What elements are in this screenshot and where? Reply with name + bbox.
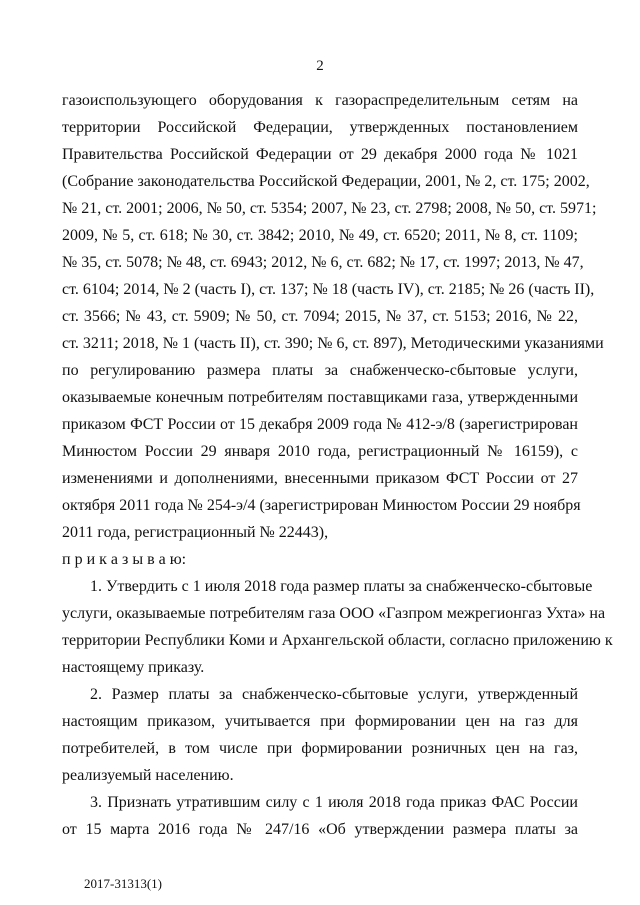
text-line: реализуемый населению. xyxy=(62,767,234,784)
text-line: приказом ФСТ России от 15 декабря 2009 года № 412-э/8 (зарегистрирован xyxy=(62,416,578,433)
text-line: от 15 марта 2016 года № 247/16 «Об утверждении размера платы за xyxy=(62,821,578,838)
text-line: № 35, ст. 5078; № 48, ст. 6943; 2012, № 6, ст. 682; № 17, ст. 1997; 2013, № 47, xyxy=(62,254,584,271)
page-number: 2 xyxy=(316,58,324,74)
text-line: услуги, оказываемые потребителям газа ООО «Газпром межрегионгаз Ухта» на xyxy=(62,605,606,622)
text-line: (Собрание законодательства Российской Федерации, 2001, № 2, ст. 175; 2002, xyxy=(62,173,590,190)
text-line: ст. 3211; 2018, № 1 (часть II), ст. 390; № 6, ст. 897), Методическими указаниями xyxy=(62,335,604,352)
text-line: ст. 6104; 2014, № 2 (часть I), ст. 137; № 18 (часть IV), ст. 2185; № 26 (часть II), xyxy=(62,281,595,298)
text-line: настоящим приказом, учитывается при формировании цен на газ для xyxy=(62,713,578,730)
text-line: газоиспользующего оборудования к газораспределительным сетям на xyxy=(62,92,578,109)
text-line: потребителей, в том числе при формировании розничных цен на газ, xyxy=(62,740,578,757)
text-line: 2009, № 5, ст. 618; № 30, ст. 3842; 2010, № 49, ст. 6520; 2011, № 8, ст. 1109; xyxy=(62,227,578,244)
text-line: октября 2011 года № 254-э/4 (зарегистрирован Минюстом России 29 ноября xyxy=(62,497,581,514)
text-line: настоящему приказу. xyxy=(62,659,205,676)
text-line: территории Республики Коми и Архангельской области, согласно приложению к xyxy=(62,632,613,649)
text-line: ст. 3566; № 43, ст. 5909; № 50, ст. 7094; 2015, № 37, ст. 5153; 2016, № 22, xyxy=(62,308,578,325)
text-line: оказываемые конечным потребителям поставщиками газа, утвержденными xyxy=(62,389,578,406)
text-line: Минюстом России 29 января 2010 года, регистрационный № 16159), с xyxy=(62,443,578,460)
order-word: п р и к а з ы в а ю: xyxy=(62,551,187,568)
text-line: № 21, ст. 2001; 2006, № 50, ст. 5354; 2007, № 23, ст. 2798; 2008, № 50, ст. 5971; xyxy=(62,200,597,217)
text-line: по регулированию размера платы за снабженческо-сбытовые услуги, xyxy=(62,362,578,379)
text-line: территории Российской Федерации, утвержденных постановлением xyxy=(62,119,578,136)
document-code: 2017-31313(1) xyxy=(84,876,162,891)
text-line: Правительства Российской Федерации от 29 декабря 2000 года № 1021 xyxy=(62,146,578,163)
text-line: 3. Признать утратившим силу с 1 июля 2018 года приказ ФАС России xyxy=(90,794,578,811)
text-line: 2. Размер платы за снабженческо-сбытовые услуги, утвержденный xyxy=(90,686,578,703)
text-line: 2011 года, регистрационный № 22443), xyxy=(62,524,329,541)
text-line: 1. Утвердить с 1 июля 2018 года размер платы за снабженческо-сбытовые xyxy=(90,578,593,595)
text-line: изменениями и дополнениями, внесенными приказом ФСТ России от 27 xyxy=(62,470,578,487)
